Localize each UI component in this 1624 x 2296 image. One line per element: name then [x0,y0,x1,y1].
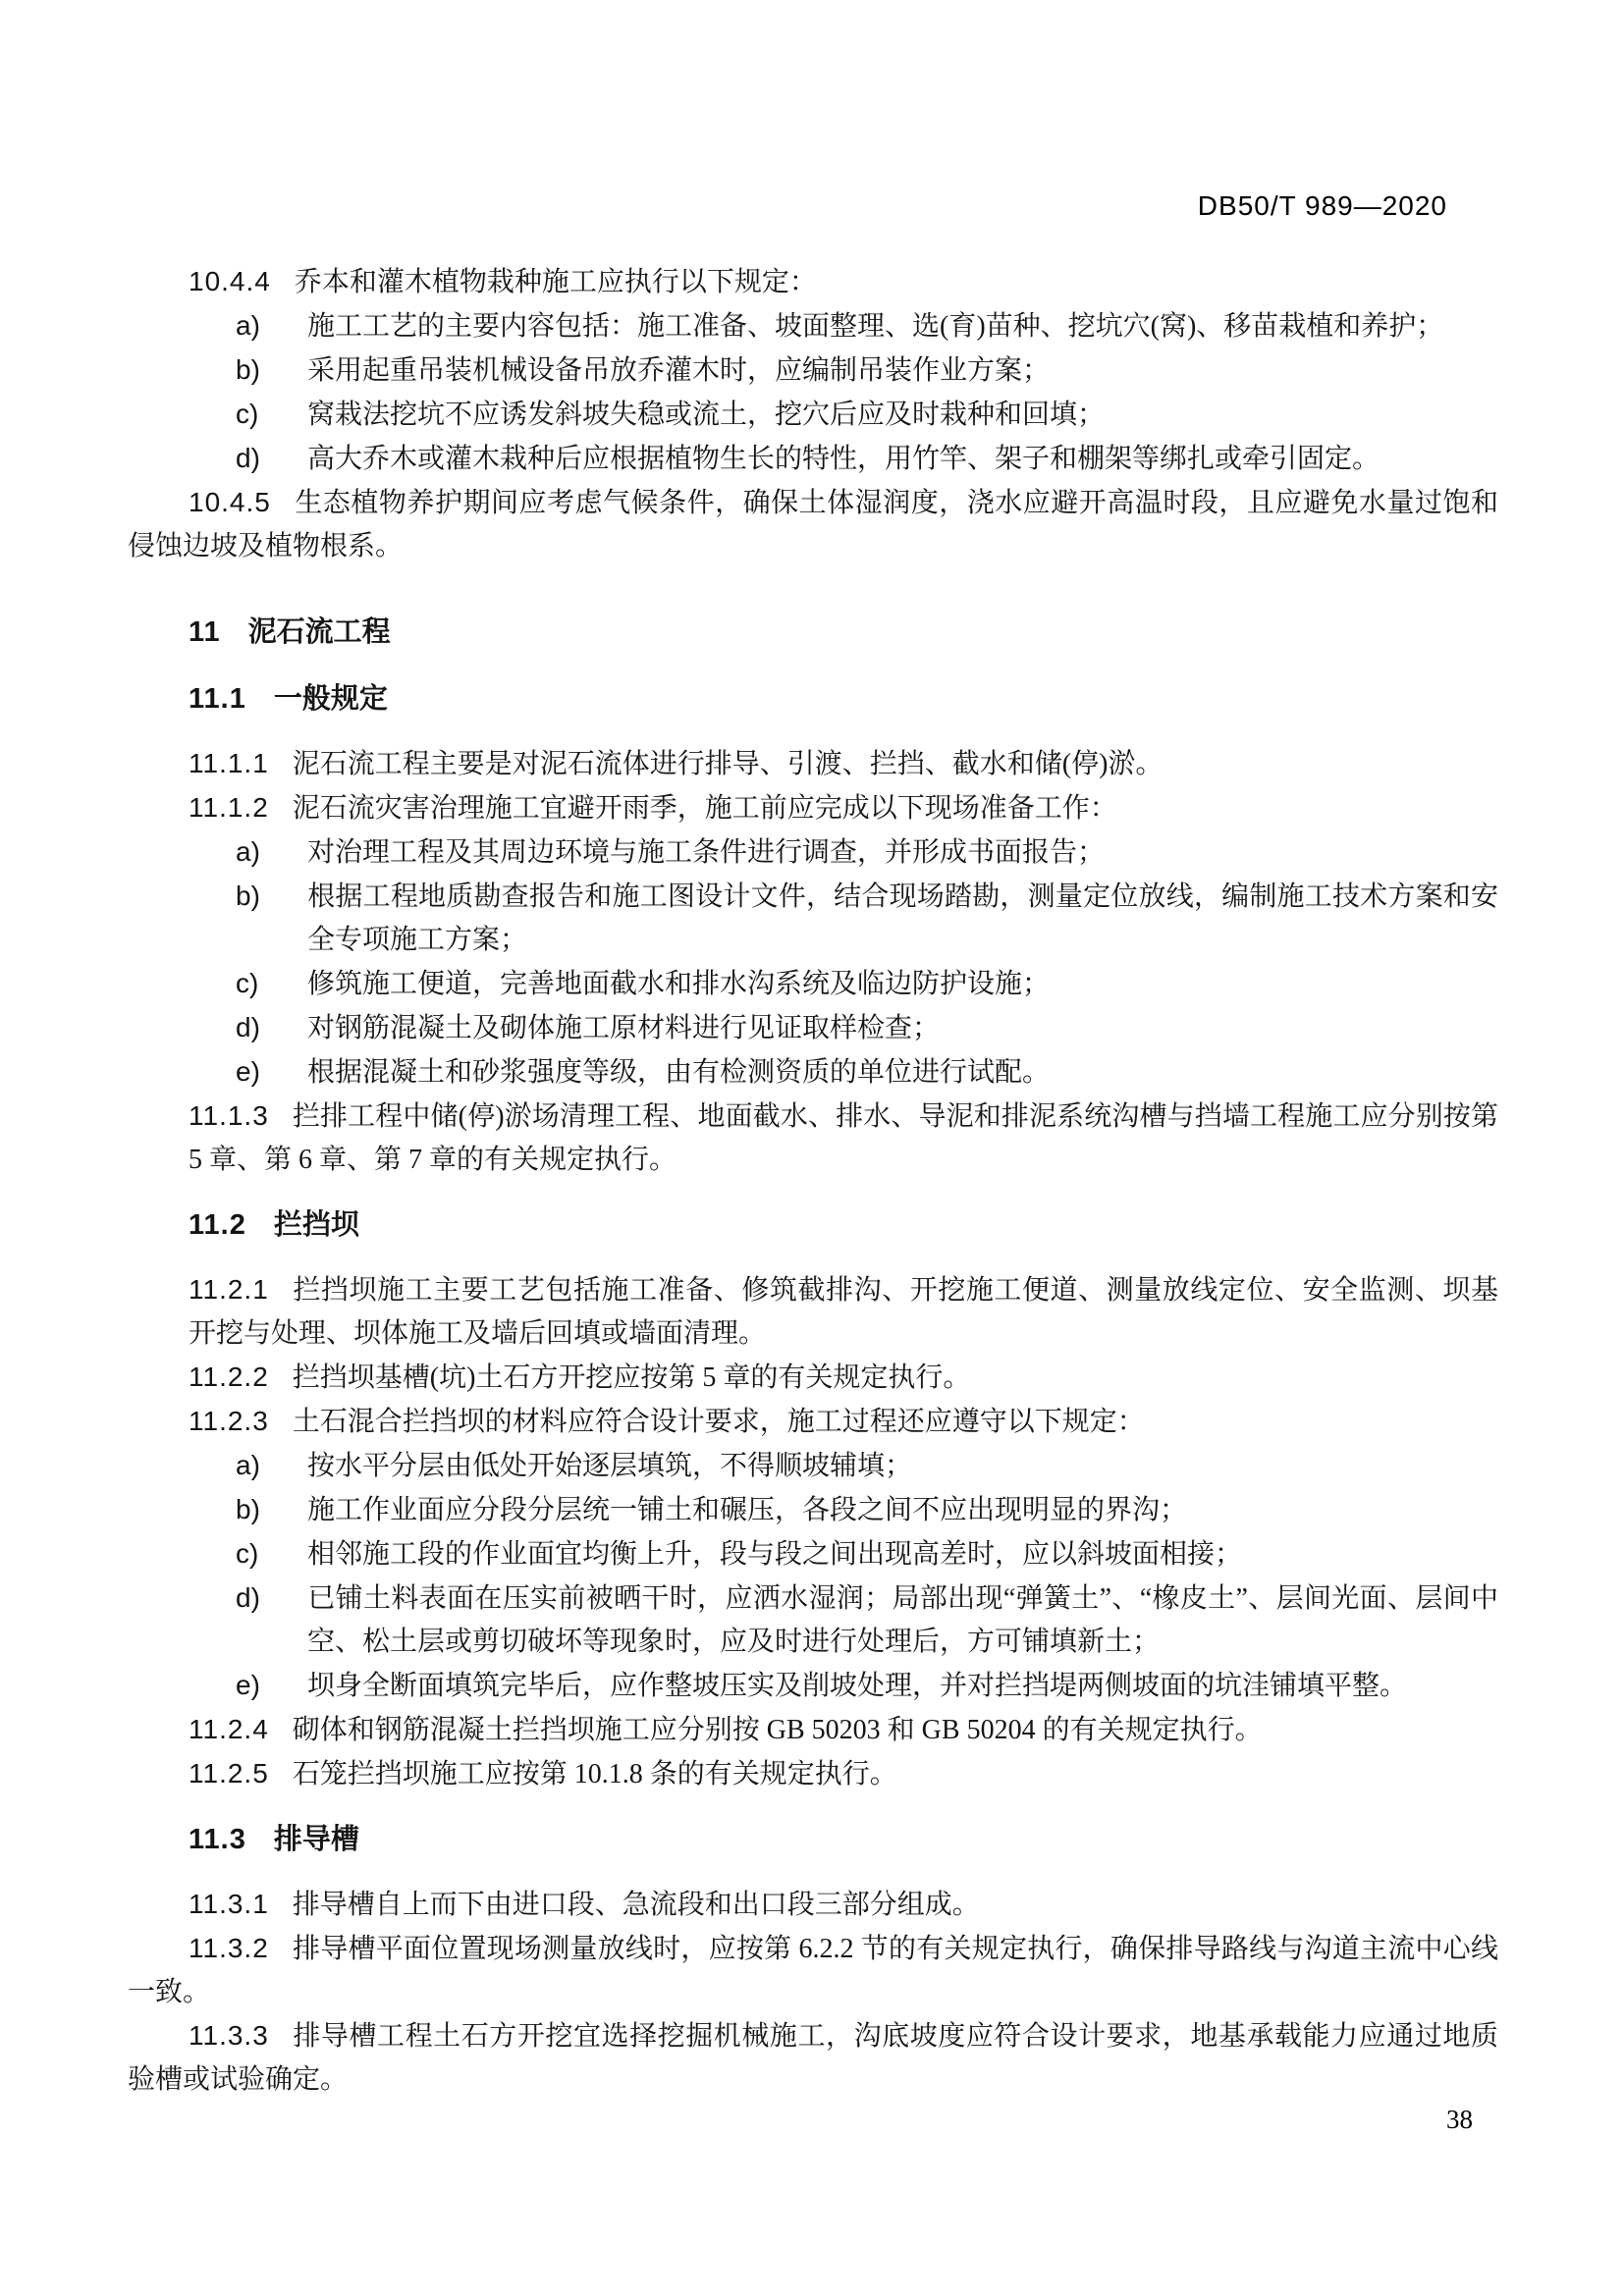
item-text: 坝身全断面填筑完毕后，应作整坡压实及削坡处理，并对拦挡堤两侧坡面的坑洼铺填平整。 [307,1671,1408,1701]
clause-11-1-3 [128,1095,1498,1182]
clause-10-4-4 [128,260,1498,304]
standard-number-header: DB50/T 989—2020 [1197,190,1447,221]
section-title: 泥石流工程 [247,616,391,648]
list-item-11-1-2-c [236,962,1498,1006]
item-text: 高大乔木或灌木栽种后应根据植物生长的特性，用竹竿、架子和棚架等绑扎或牵引固定。 [307,444,1380,474]
clause-text: 拦排工程中储(停)淤场清理工程、地面截水、排水、导泥和排泥系统沟槽与挡墙工程施工应分别按第 5 章、第 6 章、第 7 章的有关规定执行。 [189,1101,1498,1175]
clause-text: 石笼拦挡坝施工应按第 10.1.8 条的有关规定执行。 [292,1759,897,1789]
clause-10-4-5 [128,481,1498,568]
clause-text: 泥石流灾害治理施工宜避开雨季，施工前应完成以下现场准备工作： [292,793,1117,824]
clause-text: 乔本和灌木植物栽种施工应执行以下规定： [294,267,817,297]
clause-11-1-1 [128,742,1498,786]
subsection-number: 11.2 [189,1209,246,1241]
item-marker: d) [236,1582,260,1613]
item-text: 已铺土料表面在压实前被晒干时，应洒水湿润；局部出现“弹簧土”、“橡皮土”、层间光面、层间中空、松土层或剪切破坏等现象时，应及时进行处理后，方可铺填新土； [307,1583,1498,1657]
clause-11-2-5 [128,1752,1498,1796]
subsection-heading-11-1 [128,677,1498,721]
subsection-title: 拦挡坝 [273,1209,359,1241]
item-marker: d) [236,1012,260,1042]
clause-number: 11.2.4 [189,1714,269,1744]
item-text: 根据工程地质勘查报告和施工图设计文件，结合现场踏勘，测量定位放线，编制施工技术方案和安全专项施工方案； [307,881,1498,955]
clause-number: 11.2.1 [189,1274,269,1305]
clause-11-3-1 [128,1883,1498,1927]
list-item-11-2-3-e [236,1664,1498,1708]
item-marker: d) [236,443,260,473]
list-item-10-4-4-a [236,304,1498,348]
clause-11-1-2 [128,786,1498,830]
clause-text: 砌体和钢筋混凝土拦挡坝施工应分别按 GB 50203 和 GB 50204 的有关规定执行。 [292,1715,1263,1745]
item-text: 对治理工程及其周边环境与施工条件进行调查，并形成书面报告； [307,837,1106,868]
list-item-11-1-2-d [236,1006,1498,1050]
clause-11-2-3 [128,1400,1498,1444]
item-marker: b) [236,354,260,385]
item-marker: c) [236,968,259,998]
clause-number: 10.4.4 [189,266,271,296]
clause-number: 11.3.2 [189,1933,269,1963]
item-marker: b) [236,1494,260,1524]
clause-number: 10.4.5 [189,487,271,517]
clause-text: 土石混合拦挡坝的材料应符合设计要求，施工过程还应遵守以下规定： [292,1407,1145,1437]
list-item-11-2-3-c [236,1532,1498,1576]
clause-number: 11.2.3 [189,1406,269,1436]
clause-text: 拦挡坝施工主要工艺包括施工准备、修筑截排沟、开挖施工便道、测量放线定位、安全监测、坝基开挖与处理、坝体施工及墙后回填或墙面清理。 [189,1275,1498,1349]
list-item-11-2-3-d [236,1576,1498,1664]
document-body [128,260,1498,2102]
clause-11-3-3 [128,2014,1498,2102]
clause-11-2-4 [128,1708,1498,1752]
item-text: 按水平分层由低处开始逐层填筑，不得顺坡辅填； [307,1451,913,1481]
item-text: 施工作业面应分段分层统一铺土和碾压，各段之间不应出现明显的界沟； [307,1495,1188,1525]
clause-text: 生态植物养护期间应考虑气候条件，确保土体湿润度，浇水应避开高温时段，且应避免水量过饱和侵蚀边坡及植物根系。 [128,488,1498,561]
clause-text: 排导槽工程土石方开挖宜选择挖掘机械施工，沟底坡度应符合设计要求，地基承载能力应通过地质验槽或试验确定。 [128,2021,1498,2095]
clause-number: 11.1.2 [189,792,269,823]
clause-11-3-2 [128,1927,1498,2014]
list-item-11-1-2-b [236,875,1498,962]
list-item-11-2-3-b [236,1488,1498,1532]
section-number: 11 [189,616,221,648]
item-text: 采用起重吊装机械设备吊放乔灌木时，应编制吊装作业方案； [307,355,1051,386]
list-item-10-4-4-d [236,437,1498,481]
clause-text: 排导槽自上而下由进口段、急流段和出口段三部分组成。 [292,1890,980,1920]
clause-11-2-1 [128,1268,1498,1356]
clause-number: 11.2.2 [189,1362,269,1392]
list-item-10-4-4-c [236,393,1498,437]
clause-text: 拦挡坝基槽(坑)土石方开挖应按第 5 章的有关规定执行。 [292,1362,971,1393]
clause-text: 泥石流工程主要是对泥石流体进行排导、引渡、拦挡、截水和储(停)淤。 [292,749,1164,779]
list-item-11-1-2-a [236,830,1498,875]
subsection-heading-11-3 [128,1818,1498,1861]
subsection-title: 排导槽 [273,1824,359,1855]
item-marker: e) [236,1670,260,1700]
item-marker: e) [236,1056,260,1087]
item-text: 施工工艺的主要内容包括：施工准备、坡面整理、选(育)苗种、挖坑穴(窝)、移苗栽植和养护； [307,311,1444,342]
subsection-number: 11.3 [189,1824,246,1855]
clause-11-2-2 [128,1356,1498,1400]
item-marker: a) [236,310,260,341]
list-item-11-2-3-a [236,1444,1498,1488]
subsection-title: 一般规定 [273,683,388,715]
item-text: 修筑施工便道，完善地面截水和排水沟系统及临边防护设施； [307,969,1051,999]
item-marker: c) [236,1538,259,1569]
page-number: 38 [1446,2105,1473,2134]
clause-number: 11.3.1 [189,1889,269,1919]
clause-number: 11.2.5 [189,1758,269,1789]
item-marker: b) [236,881,260,911]
item-marker: a) [236,1450,260,1480]
item-text: 窝栽法挖坑不应诱发斜坡失稳或流土，挖穴后应及时栽种和回填； [307,400,1106,430]
list-item-10-4-4-b [236,348,1498,393]
item-marker: a) [236,836,260,867]
clause-text: 排导槽平面位置现场测量放线时，应按第 6.2.2 节的有关规定执行，确保排导路线与沟道主流中心线一致。 [128,1934,1498,2007]
clause-number: 11.1.3 [189,1100,269,1131]
item-text: 相邻施工段的作业面宜均衡上升，段与段之间出现高差时，应以斜坡面相接； [307,1539,1243,1570]
subsection-heading-11-2 [128,1203,1498,1247]
section-heading-11 [128,611,1498,654]
list-item-11-1-2-e [236,1050,1498,1095]
item-text: 根据混凝土和砂浆强度等级，由有检测资质的单位进行试配。 [307,1057,1051,1088]
subsection-number: 11.1 [189,683,246,715]
item-marker: c) [236,399,259,429]
clause-number: 11.1.1 [189,748,269,778]
item-text: 对钢筋混凝土及砌体施工原材料进行见证取样检查； [307,1013,941,1043]
clause-number: 11.3.3 [189,2020,269,2051]
